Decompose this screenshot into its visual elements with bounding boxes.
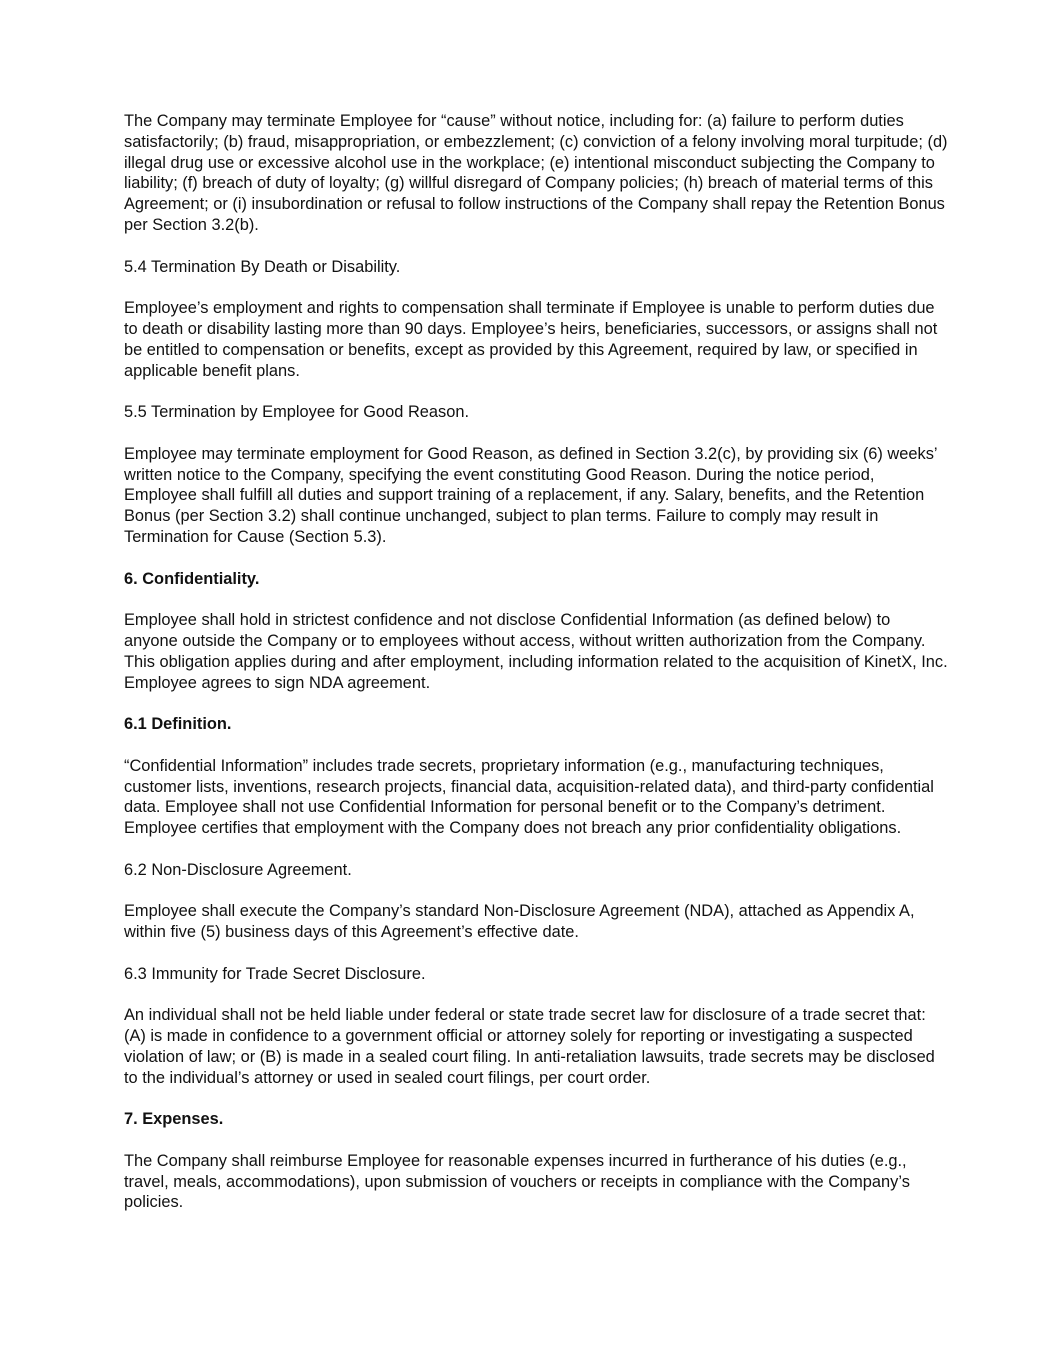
section-7-text: The Company shall reimburse Employee for reasonable expenses incurred in furtherance of his duties (e.g., travel, meals, accommodations), upon submission of vouchers or receipts in compliance with the Company’s policies. — [124, 1151, 910, 1212]
section-6-2-heading: 6.2 Non-Disclosure Agreement. — [124, 860, 352, 879]
section-6-3-heading: 6.3 Immunity for Trade Secret Disclosure. — [124, 964, 426, 983]
section-6-text: Employee shall hold in strictest confidence and not disclose Confidential Information (as defined below) to anyone outside the Company or to employees without access, without written authorization from the Company. This obligation applies during and after employment, including information related to the acquisition of KinetX, Inc. Employee agrees to sign NDA agreement. — [124, 611, 948, 692]
section-6-3-text: An individual shall not be held liable under federal or state trade secret law for disclosure of a trade secret that: (A) is made in confidence to a government official or attorney solely for reporting or investigating a suspected violation of law; or (B) is made in a sealed court filing. In anti-retaliation lawsuits, trade secrets may be disclosed to the individual’s attorney or used in sealed court filings, per court order. — [124, 1006, 935, 1087]
section-5-4-text: Employee’s employment and rights to compensation shall terminate if Employee is unable to perform duties due to death or disability lasting more than 90 days. Employee’s heirs, beneficiaries, successors, or assigns shall not be entitled to compensation or benefits, except as provided by this Agreement, required by law, or specified in applicable benefit plans. — [124, 299, 938, 380]
section-5-4-heading: 5.4 Termination By Death or Disability. — [124, 257, 401, 276]
termination-for-cause-text: The Company may terminate Employee for “cause” without notice, including for: (a) failure to perform duties satisfactorily; (b) fraud, misappropriation, or embezzlement; (c) conviction of a felony involving moral turpitude; (d) illegal drug use or excessive alcohol use in the workplace; (e) intentional misconduct subjecting the Company to liability; (f) breach of duty of loyalty; (g) willful disregard of Company policies; (h) breach of material terms of this Agreement; or (i) insubordination or refusal to follow instructions of the Company shall repay the Retention Bonus per Section 3.2(b). — [124, 112, 948, 234]
section-6-2-text: Employee shall execute the Company’s standard Non-Disclosure Agreement (NDA), attached as Appendix A, within five (5) business days of this Agreement’s effective date. — [124, 902, 915, 942]
section-6-1-heading: 6.1 Definition. — [124, 715, 232, 734]
section-6-heading: 6. Confidentiality. — [124, 569, 260, 588]
section-6-1-text: “Confidential Information” includes trade secrets, proprietary information (e.g., manufacturing techniques, customer lists, inventions, research projects, financial data, acquisition-related data), and third-party confidential data. Employee shall not use Confidential Information for personal benefit or to the Company’s detriment. Employee certifies that employment with the Company does not breach any prior confidentiality obligations. — [124, 756, 934, 838]
section-5-5-heading: 5.5 Termination by Employee for Good Reason. — [124, 403, 470, 422]
section-7-heading: 7. Expenses. — [124, 1110, 224, 1129]
section-5-5-text: Employee may terminate employment for Good Reason, as defined in Section 3.2(c), by providing six (6) weeks’ written notice to the Company, specifying the event constituting Good Reason. During the notice period, Employee shall fulfill all duties and support training of a replacement, if any. Salary, benefits, and the Retention Bonus (per Section 3.2) shall continue unchanged, subject to plan terms. Failure to comply may result in Termination for Cause (Section 5.3). — [124, 444, 937, 546]
document-page — [124, 111, 948, 1234]
